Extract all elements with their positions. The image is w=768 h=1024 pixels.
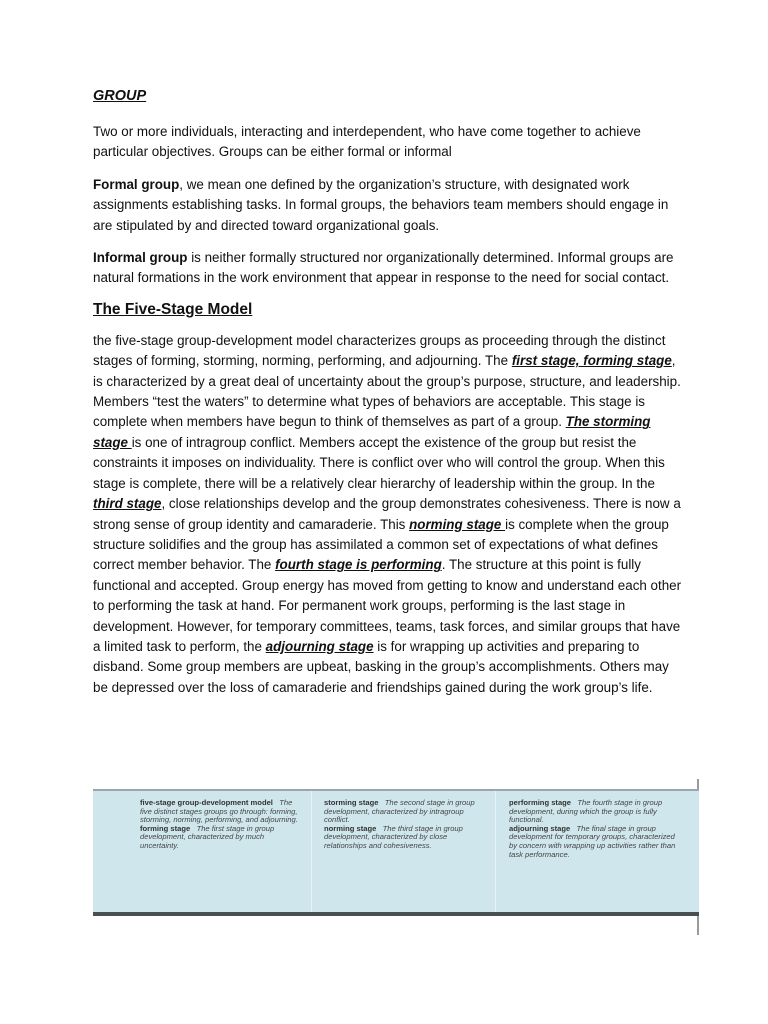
glossary-column-2 <box>324 791 492 914</box>
glossary-entry <box>324 825 484 851</box>
glossary-term: norming stage <box>324 823 377 833</box>
glossary-term: five-stage group-development model <box>140 798 273 807</box>
glossary-bottom-rule <box>93 912 699 916</box>
glossary-entry <box>509 799 681 825</box>
glossary-entry <box>509 825 681 859</box>
glossary-column-1 <box>140 791 308 914</box>
glossary-term: storming stage <box>324 798 379 807</box>
informal-group-text: is neither formally structured nor organizationally determined. Informal groups are natural formations in the work environment that appear in response to the need for social contact. <box>93 250 674 286</box>
document-body <box>93 88 683 710</box>
model-text-3: is one of intragroup conflict. Members accept the existence of the group but resist the constraints it imposes on individuality. There is conflict over who will control the group. When this stage is complete, there will be a relatively clear hierarchy of leadership within the group. In the <box>93 434 665 491</box>
glossary-term: performing stage <box>509 798 572 807</box>
stage-ref-norming: norming stage <box>409 516 506 532</box>
stage-ref-adjourning: adjourning stage <box>265 638 374 654</box>
stage-ref-third: third stage <box>93 496 162 512</box>
glossary-term: forming stage <box>140 823 191 833</box>
glossary-entry <box>140 799 300 825</box>
model-text-7: is for wrapping up activities and preparing to disband. Some group members are upbeat, basking in the group’s accomplishments. Others may be depressed over the loss of camaraderie and friendships gained during the work group’s life. <box>93 638 669 695</box>
model-text-1: the five-stage group-development model characterizes groups as proceeding through the distinct stages of forming, storming, norming, performing, and adjourning. The <box>93 332 666 369</box>
glossary-box <box>93 789 699 916</box>
glossary-entry <box>140 825 300 851</box>
glossary-column-3 <box>509 791 689 914</box>
paragraph-five-stage-model <box>93 331 683 698</box>
stage-ref-storming: The storming stage <box>93 414 651 450</box>
stage-ref-first: first stage, forming stage <box>511 353 672 369</box>
model-text-6: . The structure at this point is fully functional and accepted. Group energy has moved from getting to know and understand each other to performing the task at hand. For permanent work groups, performing is the last stage in development. However, for temporary committees, teams, task forces, and similar groups that have a limited task to perform, the <box>93 557 682 654</box>
glossary-definition: The first stage in group development, characterized by much uncertainty. <box>140 823 275 850</box>
glossary-definition: The fourth stage in group development, during which the group is fully functional. <box>509 798 663 825</box>
model-text-4: , close relationships develop and the group demonstrates cohesiveness. There is now a strong sense of group identity and camaraderie. This <box>93 496 681 532</box>
glossary-definition: The five distinct stages groups go through: forming, storming, norming, performing, and adjourning. <box>140 798 298 825</box>
glossary-definition: The third stage in group development, characterized by close relationships and cohesiveness. <box>324 823 463 850</box>
formal-group-term: Formal group <box>93 176 180 192</box>
glossary-entry <box>324 799 484 825</box>
stage-ref-performing: fourth stage is performing <box>275 557 442 573</box>
glossary-definition: The final stage in group development for temporary groups, characterized by concern with wrapping up activities rather than task performance. <box>509 823 676 859</box>
paragraph-informal-group <box>93 248 683 289</box>
formal-group-text: , we mean one defined by the organization’s structure, with designated work assignments establishing tasks. In formal groups, the behaviors team members should engage in are stipulated by and directed toward organizational goals. <box>93 176 669 233</box>
glossary-divider <box>495 791 496 914</box>
glossary-definition: The second stage in group development, characterized by intragroup conflict. <box>324 798 475 825</box>
model-text-5: is complete when the group structure solidifies and the group has assimilated a common set of expectations of what defines correct member behavior. The <box>93 516 669 573</box>
glossary-divider <box>311 791 312 914</box>
paragraph-group-definition: Two or more individuals, interacting and interdependent, who have come together to achieve particular objectives. Groups can be either formal or informal <box>93 124 641 160</box>
paragraph-formal-group <box>93 175 683 236</box>
heading-five-stage-model: The Five-Stage Model <box>93 300 253 318</box>
informal-group-term: Informal group <box>93 250 188 266</box>
heading-group: GROUP <box>93 88 147 104</box>
model-text-2: , is characterized by a great deal of uncertainty about the group’s purpose, structure, and leadership. Members “test the waters” to determine what types of behaviors are acceptable. This stage is complete when members have begun to think of themselves as part of a group. <box>93 353 681 430</box>
glossary-term: adjourning stage <box>509 823 571 833</box>
